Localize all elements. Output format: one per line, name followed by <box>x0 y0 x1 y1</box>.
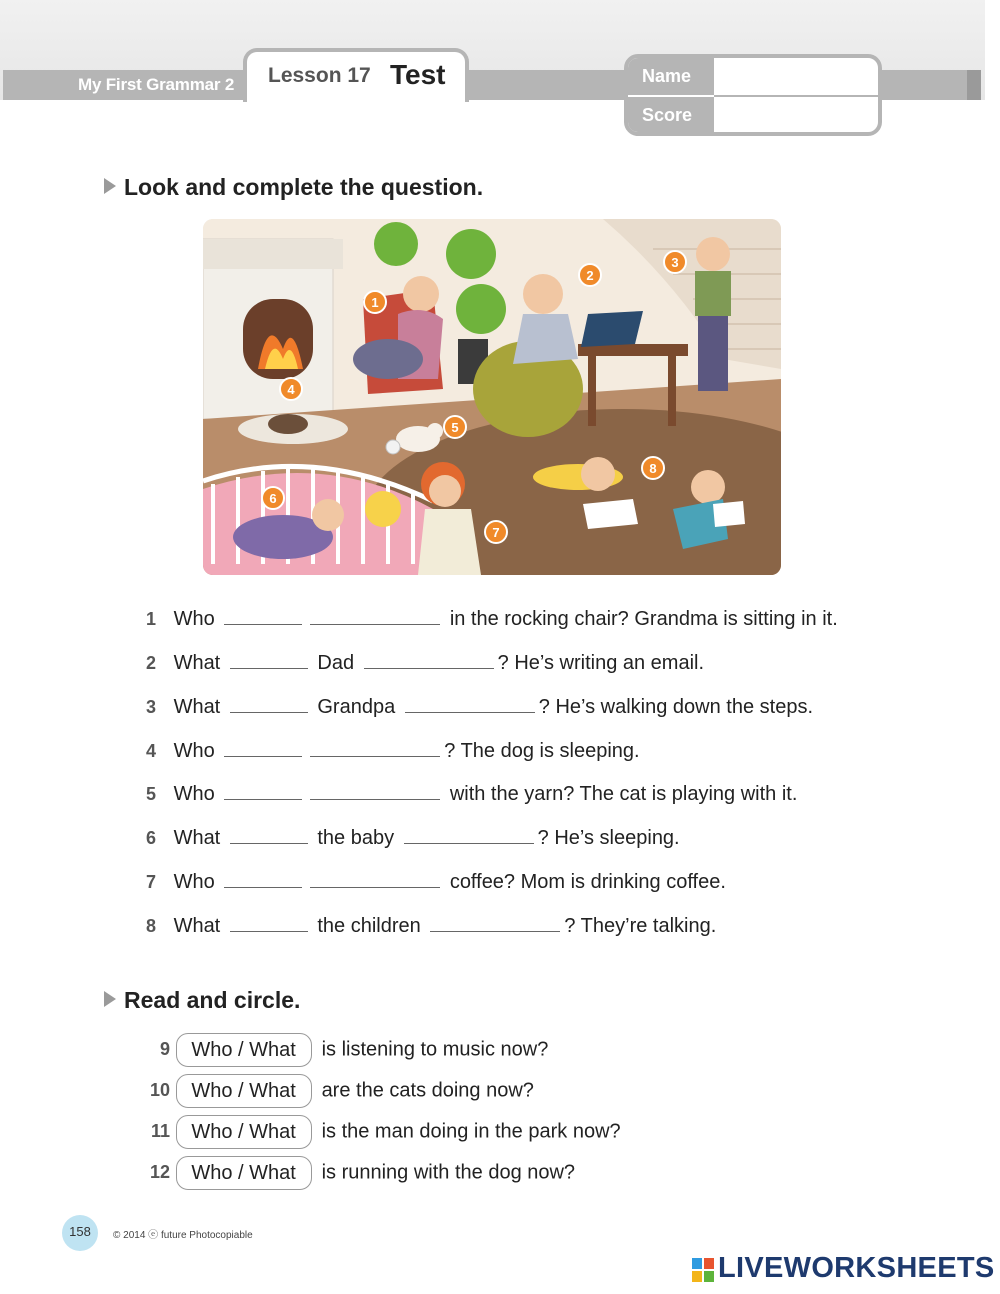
question-end: ? The dog is sleeping. <box>444 740 640 762</box>
question-row <box>146 827 680 850</box>
header-decoration <box>967 70 981 100</box>
question-number: 4 <box>146 741 157 761</box>
liveworksheets-brand[interactable]: LIVEWORKSHEETS <box>718 1252 995 1284</box>
answer-blank[interactable] <box>230 917 308 932</box>
question-row <box>146 871 726 894</box>
question-start: What <box>173 696 221 718</box>
scene-svg <box>203 219 781 575</box>
circle-row <box>136 1115 621 1149</box>
liveworksheets-logo-icon <box>692 1258 714 1282</box>
item-number: 10 <box>149 1080 170 1101</box>
circle-row <box>136 1074 534 1108</box>
answer-blank[interactable] <box>224 785 302 800</box>
question-subject: the children <box>317 915 421 937</box>
question-row <box>146 652 704 675</box>
test-label: Test <box>390 59 446 90</box>
question-number: 1 <box>146 609 157 629</box>
answer-blank[interactable] <box>404 829 534 844</box>
answer-blank[interactable] <box>310 785 440 800</box>
question-subject: the baby <box>317 827 395 849</box>
svg-text:7: 7 <box>492 525 500 540</box>
question-end: ? He’s walking down the steps. <box>538 696 814 718</box>
svg-text:3: 3 <box>671 255 679 270</box>
answer-blank[interactable] <box>230 829 308 844</box>
marker-8 <box>642 457 664 479</box>
item-text: are the cats doing now? <box>321 1079 534 1102</box>
marker-7 <box>485 521 507 543</box>
question-start: What <box>173 652 221 674</box>
lesson-label: Lesson 17 <box>268 64 371 87</box>
triangle-bullet-icon <box>104 991 116 1007</box>
answer-blank[interactable] <box>310 742 440 757</box>
answer-blank[interactable] <box>430 917 560 932</box>
svg-text:8: 8 <box>649 461 657 476</box>
answer-blank[interactable] <box>310 873 440 888</box>
question-subject: Grandpa <box>317 696 396 718</box>
triangle-bullet-icon <box>104 178 116 194</box>
question-row <box>146 696 813 719</box>
marker-4 <box>280 378 302 400</box>
section-title-look <box>104 174 483 201</box>
question-number: 8 <box>146 916 157 936</box>
question-number: 3 <box>146 697 157 717</box>
section-title-text: Look and complete the question. <box>124 174 484 200</box>
question-number: 5 <box>146 784 157 804</box>
item-text: is listening to music now? <box>321 1038 549 1061</box>
book-title: My First Grammar 2 <box>78 75 235 94</box>
answer-blank[interactable] <box>310 610 440 625</box>
question-number: 2 <box>146 653 157 673</box>
answer-blank[interactable] <box>224 873 302 888</box>
question-row <box>146 608 838 631</box>
page-number: 158 <box>69 1224 91 1239</box>
marker-3 <box>664 251 686 273</box>
who-what-choice[interactable]: Who / What <box>176 1074 312 1108</box>
copyright-text: © 2014 ⓔ future Photocopiable <box>113 1230 253 1241</box>
question-start: Who <box>173 740 215 762</box>
answer-blank[interactable] <box>405 698 535 713</box>
circle-row <box>136 1156 575 1190</box>
section-title-read <box>104 987 300 1014</box>
who-what-choice[interactable]: Who / What <box>176 1156 312 1190</box>
marker-5 <box>444 416 466 438</box>
section-title-text: Read and circle. <box>124 987 301 1013</box>
question-row <box>146 740 640 763</box>
question-number: 6 <box>146 828 157 848</box>
marker-1 <box>364 291 386 313</box>
item-number: 12 <box>149 1162 170 1183</box>
name-score-divider <box>714 95 878 97</box>
name-label: Name <box>628 58 714 95</box>
family-scene-illustration <box>203 219 781 575</box>
question-start: What <box>173 915 221 937</box>
marker-6 <box>262 487 284 509</box>
question-end: with the yarn? The cat is playing with it. <box>449 783 798 805</box>
who-what-choice[interactable]: Who / What <box>176 1033 312 1067</box>
answer-blank[interactable] <box>364 654 494 669</box>
name-score-box <box>624 54 882 136</box>
svg-text:4: 4 <box>287 382 295 397</box>
question-row <box>146 915 716 938</box>
marker-2 <box>579 264 601 286</box>
item-number: 11 <box>150 1121 170 1142</box>
question-number: 7 <box>146 872 157 892</box>
answer-blank[interactable] <box>224 610 302 625</box>
question-subject: Dad <box>317 652 355 674</box>
svg-text:6: 6 <box>269 491 277 506</box>
question-end: ? He’s sleeping. <box>537 827 680 849</box>
question-end: ? He’s writing an email. <box>497 652 705 674</box>
answer-blank[interactable] <box>224 742 302 757</box>
score-label: Score <box>628 97 714 134</box>
circle-row <box>136 1033 548 1067</box>
who-what-choice[interactable]: Who / What <box>176 1115 312 1149</box>
question-end: in the rocking chair? Grandma is sitting in it. <box>449 608 838 630</box>
item-number: 9 <box>159 1039 170 1060</box>
question-start: What <box>173 827 221 849</box>
question-row <box>146 783 797 806</box>
answer-blank[interactable] <box>230 654 308 669</box>
question-end: coffee? Mom is drinking coffee. <box>449 871 726 893</box>
question-start: Who <box>173 608 215 630</box>
item-text: is the man doing in the park now? <box>321 1120 621 1143</box>
svg-text:2: 2 <box>586 268 594 283</box>
answer-blank[interactable] <box>230 698 308 713</box>
question-start: Who <box>173 871 215 893</box>
svg-text:5: 5 <box>451 420 459 435</box>
question-end: ? They’re talking. <box>564 915 717 937</box>
svg-text:1: 1 <box>371 295 379 310</box>
item-text: is running with the dog now? <box>321 1161 576 1184</box>
question-start: Who <box>173 783 215 805</box>
